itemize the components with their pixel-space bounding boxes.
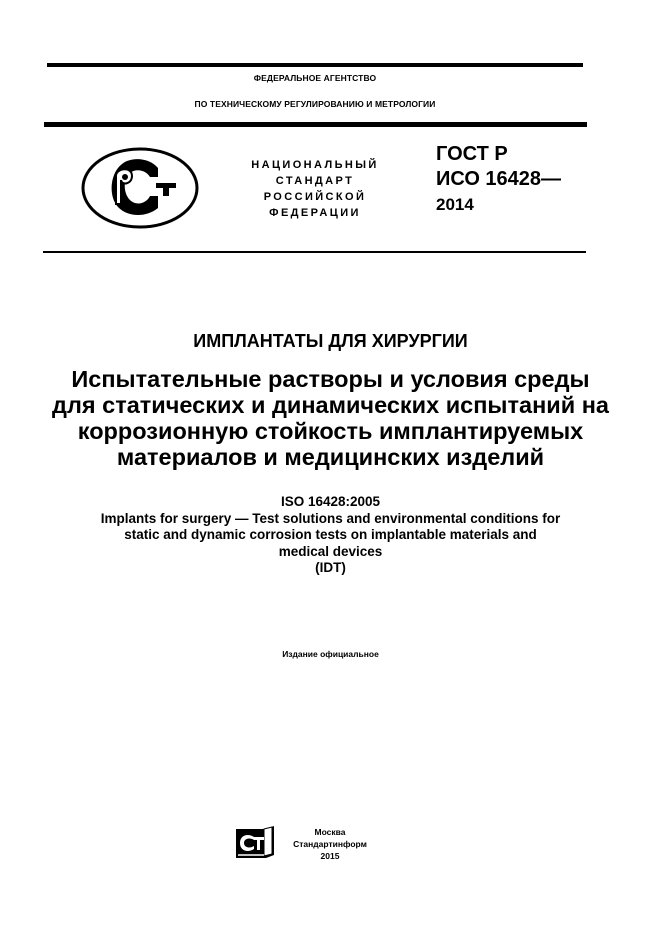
- publisher-city: Москва: [314, 827, 346, 837]
- document-title: [20, 366, 641, 470]
- title-line: для статических и динамических испытаний на: [52, 392, 609, 418]
- national-standard-line: СТАНДАРТ: [275, 175, 355, 187]
- official-edition-label: Издание официальное: [282, 649, 379, 659]
- national-standard-line: НАЦИОНАЛЬНЫЙ: [251, 159, 379, 171]
- publisher-name: Стандартинформ: [293, 839, 367, 849]
- title-line: Испытательные растворы и условия среды: [71, 366, 590, 392]
- national-standard-line: ФЕДЕРАЦИИ: [269, 207, 361, 219]
- title-line: коррозионную стойкость имплантируемых: [77, 418, 584, 444]
- iso-title-line: Implants for surgery — Test solutions and environmental conditions for: [100, 510, 561, 526]
- designation-line-year: 2014: [436, 195, 474, 214]
- national-standard-label: [236, 157, 394, 221]
- publisher-info: [280, 826, 380, 862]
- iso-title-line: medical devices: [278, 543, 383, 559]
- iso-number: ISO 16428:2005: [280, 494, 381, 509]
- iso-equivalence: (IDT): [315, 560, 346, 575]
- agency-name-line-1: ФЕДЕРАЛЬНОЕ АГЕНТСТВО: [253, 73, 377, 83]
- standard-designation: [436, 142, 561, 217]
- national-standard-line: РОССИЙСКОЙ: [263, 191, 367, 203]
- agency-name-line-2: ПО ТЕХНИЧЕСКОМУ РЕГУЛИРОВАНИЮ И МЕТРОЛОГИИ: [194, 99, 436, 109]
- document-heading: ИМПЛАНТАТЫ ДЛЯ ХИРУРГИИ: [193, 331, 468, 351]
- iso-title-line: static and dynamic corrosion tests on implantable materials and: [124, 527, 537, 542]
- designation-line-gost: ГОСТ Р: [436, 143, 508, 165]
- header-bottom-rule: [44, 122, 587, 127]
- standartinform-logo-icon: [234, 825, 276, 861]
- title-line: материалов и медицинских изделий: [116, 444, 545, 470]
- designation-line-iso: ИСО 16428—: [436, 168, 562, 190]
- gost-r-certification-mark-icon: [80, 146, 200, 230]
- standard-block-bottom-rule: [43, 251, 586, 253]
- publication-year: 2015: [320, 851, 340, 861]
- iso-reference: [0, 494, 661, 577]
- top-rule: [47, 63, 583, 67]
